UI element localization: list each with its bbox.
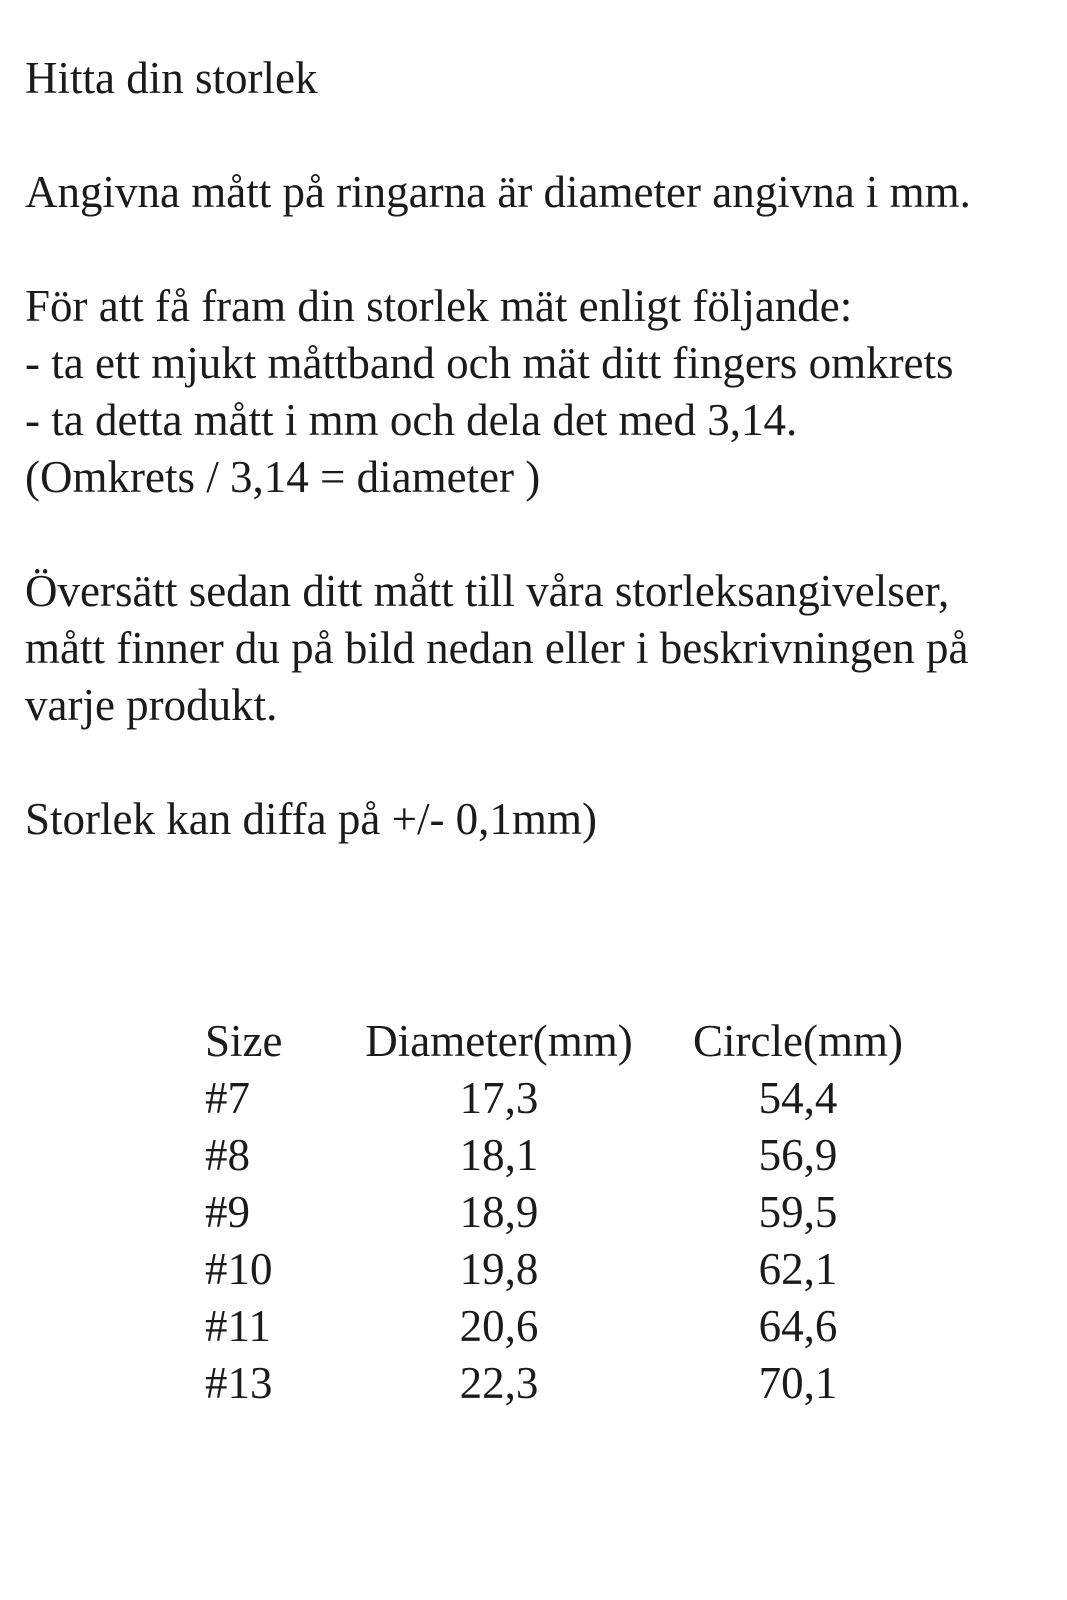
circle-cell: 62,1 <box>758 1244 838 1294</box>
text-line: mått finner du på bild nedan eller i beskrivningen på <box>25 623 969 673</box>
circle-cell: 54,4 <box>758 1073 838 1123</box>
table-row <box>205 1298 948 1355</box>
circle-cell: 59,5 <box>758 1187 838 1237</box>
text-line: - ta ett mjukt måttband och mät ditt fingers omkrets <box>25 338 954 388</box>
size-cell: #7 <box>205 1073 250 1123</box>
size-table-header-diameter: Diameter(mm) <box>365 1016 633 1066</box>
diameter-cell: 17,3 <box>459 1073 539 1123</box>
text-line: Översätt sedan ditt mått till våra storleksangivelser, <box>25 566 950 616</box>
paragraph-measuring-instructions <box>25 278 1047 506</box>
diameter-cell: 19,8 <box>459 1244 539 1294</box>
diameter-cell: 18,1 <box>459 1130 539 1180</box>
diameter-cell: 20,6 <box>459 1301 539 1351</box>
table-row <box>205 1241 948 1298</box>
paragraph-translate-sizes <box>25 563 1047 734</box>
text-line: För att få fram din storlek mät enligt följande: <box>25 281 853 331</box>
page-title: Hitta din storlek <box>25 53 318 103</box>
paragraph-tolerance-note <box>25 791 1047 848</box>
text-line: Storlek kan diffa på +/- 0,1mm) <box>25 794 597 844</box>
diameter-cell: 18,9 <box>459 1187 539 1237</box>
diameter-cell: 22,3 <box>459 1358 539 1408</box>
size-cell: #11 <box>205 1301 271 1351</box>
circle-cell: 70,1 <box>758 1358 838 1408</box>
table-row <box>205 1127 948 1184</box>
text-line: (Omkrets / 3,14 = diameter ) <box>25 452 541 502</box>
paragraph-diameter-note <box>25 164 1047 221</box>
size-table <box>205 1013 948 1412</box>
size-table-header-size: Size <box>205 1016 283 1066</box>
size-cell: #13 <box>205 1358 273 1408</box>
circle-cell: 56,9 <box>758 1130 838 1180</box>
circle-cell: 64,6 <box>758 1301 838 1351</box>
text-line: Angivna mått på ringarna är diameter angivna i mm. <box>25 167 971 217</box>
size-cell: #10 <box>205 1244 273 1294</box>
size-table-header-circle: Circle(mm) <box>693 1016 903 1066</box>
text-line: - ta detta mått i mm och dela det med 3,14. <box>25 395 798 445</box>
table-row <box>205 1355 948 1412</box>
size-cell: #9 <box>205 1187 250 1237</box>
table-row <box>205 1184 948 1241</box>
size-cell: #8 <box>205 1130 250 1180</box>
text-line: varje produkt. <box>25 680 278 730</box>
size-table-header-row <box>205 1013 948 1070</box>
table-row <box>205 1070 948 1127</box>
